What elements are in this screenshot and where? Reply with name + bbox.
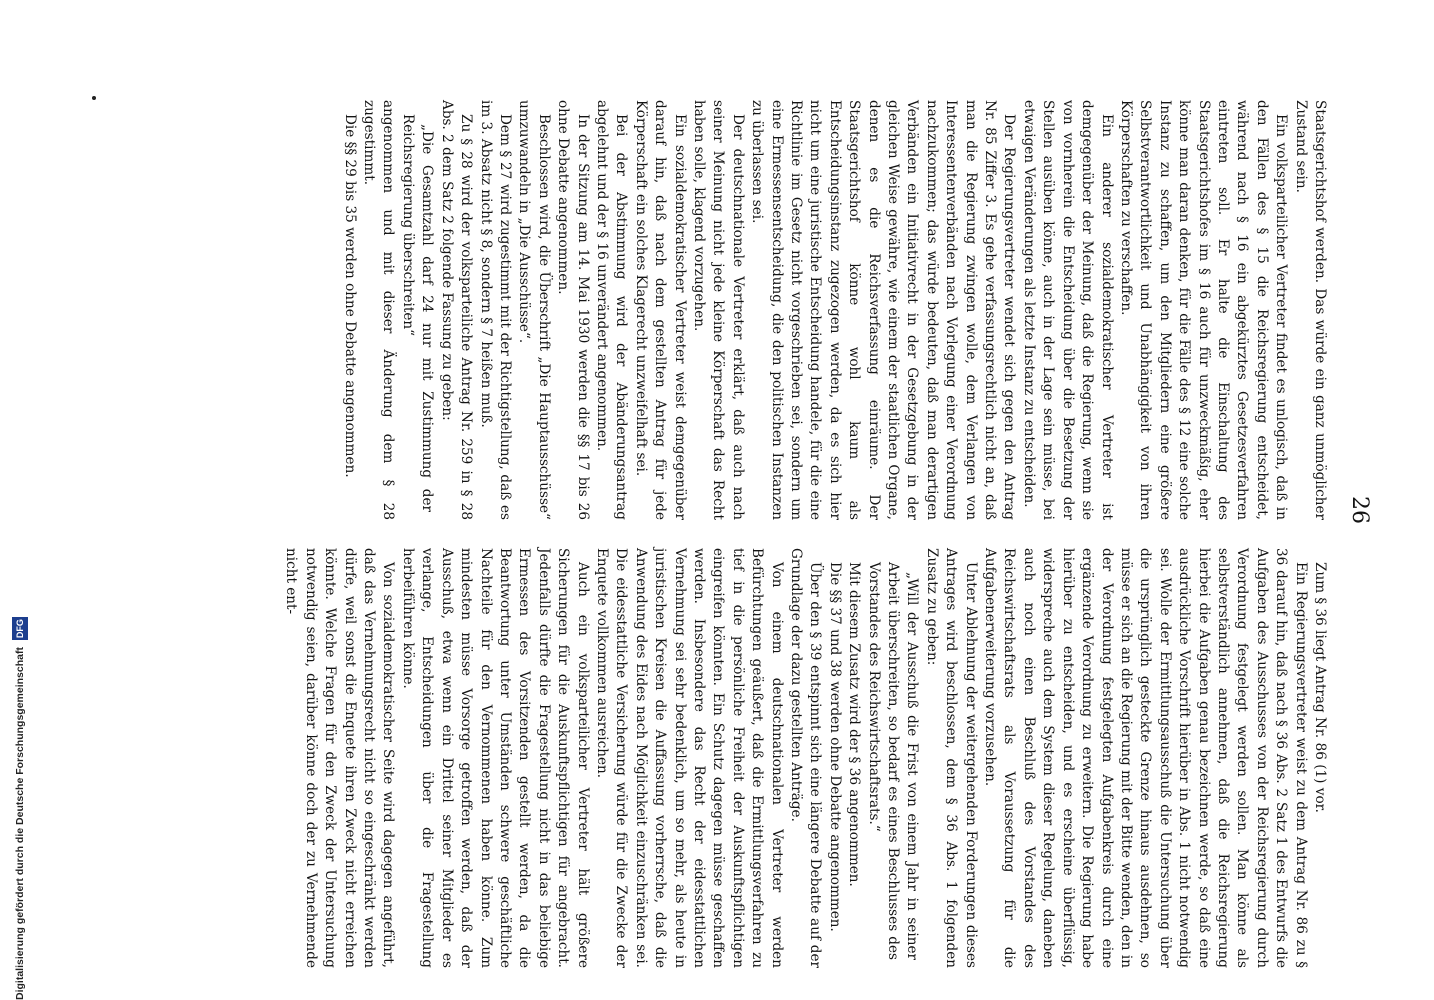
paragraph: Mit diesem Zusatz wird der § 36 angenommen. [846,562,863,887]
paragraph: angenommen und mit dieser Änderung dem § 28 zugestimmt. [361,100,397,520]
paragraph: Der Regierungsvertreter wendet sich gegen den Antrag Nr. 85 Ziffer 3. Es gehe verfassungsrechtlich nicht an, daß man die Regierung zwingen wolle, dem Verlangen von Interessentenverbänden nach Vorlegung einer Verordnung nachzukommen; das würde bedeuten, daß man derartigen Verbänden ein Initiativrecht in der Gesetzgebung in der gleichen Weise gewähre, wie einem der staatlichen Organe, denen es die Reichsverfassung einräume. Der Staatsgerichtshof könne wohl kaum als Entscheidungsinstanz zugezogen werden, da es sich hier nicht um eine juristische Entscheidung handele, für die eine Richtlinie im Gesetz nicht vorgeschrieben sei, sondern um eine Ermessensentscheidung, die den politischen Instanzen zu überlassen sei. [749,100,1018,520]
paragraph: Bei der Abstimmung wird der Abänderungsantrag abgelehnt und der § 16 unverändert angenommen. [593,100,630,520]
digitization-footer [10,0,30,1000]
paragraph: Ein volksparteilicher Vertreter findet es unlogisch, daß in den Fällen des § 15 die Reichsregierung entscheidet, während nach § 16 ein abgekürztes Gesetzesverfahren eintreten soll. Er halte die Einschaltung des Staatsgerichtshofes im § 16 auch für unzweckmäßig, eher könne man daran denken, für die Fälle des § 12 eine solche Instanz zu schaffen, um den Mitgliedern eine größere Selbstverantwortlichkeit und Unabhängigkeit von ihren Körperschaften zu verschaffen. [1117,100,1290,520]
right-text-column [281,548,1329,968]
page-number: 26 [1347,496,1372,524]
quoted-amendment: „Will der Ausschuß die Frist von einem Jahr in seiner Arbeit überschreiten, so bedarf es eines Beschlusses des Vorstandes des Reichswirtschaftsrats.“ [865,562,921,960]
paragraph: Auch ein volksparteilicher Vertreter hält größere Sicherungen für die Auskunftspflichtigen für angebracht. Jedenfalls dürfte die Fragestellung nicht in das beliebige Ermessen des Vorsitzenden gestellt werden, da die Beantwortung unter Umständen schwere geschäftliche Nachteile für den Vernommenen haben könne. Zum mindesten müsse Vorsorge getroffen werden, daß der Ausschuß, etwa wenn ein Drittel seiner Mitglieder es verlange, Entscheidungen über die Fragestellung herbeiführen könne. [399,548,591,968]
paragraph: Staatsgerichtshof werden. Das würde ein ganz unmöglicher Zustand sein. [1292,100,1328,520]
paragraph: Unter Ablehnung der weitergehenden Forderungen dieses Antrages wird beschlossen, dem § 36 Abs. 1 folgenden Zusatz zu geben: [923,548,979,968]
paragraph: Zum § 36 liegt Antrag Nr. 86 (1) vor. [1312,562,1328,813]
dfg-logo: DFG [12,617,28,640]
paragraph: Von einem deutschnationalen Vertreter werden Befürchtungen geäußert, daß die Ermittlungsverfahren zu tief in die persönliche Freiheit der Auskunftspflichtigen eingreifen könnten. Ein Schutz dagegen müsse geschaffen werden. Insbesondere das Recht der eidesstattlichen Vernehmung sei sehr bedenklich, um so mehr, als heute in juristischen Kreisen die Auffassung vorherrsche, daß die Anwendung des Eides nach Möglichkeit einzuschränken sei. Die eidesstattliche Versicherung würde für die Zwecke der Enquete vollkommen ausreichen. [593,548,785,968]
paragraph: Ein sozialdemokratischer Vertreter weist demgegenüber darauf hin, daß nach dem gestellten Antrag für jede Körperschaft ein solches Klagerecht unzweifelhaft sei. [632,100,688,520]
paragraph: In der Sitzung am 14. Mai 1930 werden die §§ 17 bis 26 ohne Debatte angenommen. [555,100,591,520]
paragraph: Zu § 28 wird der volksparteiliche Antrag Nr. 259 in § 28 Abs. 2 dem Satz 2 folgende Fassung zu geben: [438,100,475,520]
quoted-amendment: „Die Gesamtzahl darf 24 nur mit Zustimmung der Reichsregierung überschreiten“ [399,114,436,512]
stray-dot [92,96,96,100]
paragraph: Ein Regierungsvertreter weist zu dem Antrag Nr. 86 zu § 36 darauf hin, daß nach § 36 Abs. 2 Satz 1 des Entwurfs die Aufgaben des Ausschusses von der Reichsregierung durch Verordnung festgelegt werden sollen. Man könne als selbstverständlich annehmen, daß die Reichsregierung hierbei die Aufgaben genau bezeichnen werde, so daß eine ausdrückliche Vorschrift hierüber in Abs. 1 nicht notwendig sei. Wolle der Ermittlungsausschuß die Untersuchung über die ursprünglich gesteckte Grenze hinaus ausdehnen, so müsse er sich an die Regierung mit der Bitte wenden, den in der Verordnung festgelegten Aufgabenkreis durch eine ergänzende Verordnung zu erweitern. Die Regierung habe hierüber zu entscheiden, und es erscheine überflüssig, widerspreche auch dem System dieser Regelung, daneben auch noch einen Beschluß des Vorstandes des Reichswirtschaftsrats als Voraussetzung für die Aufgabenerweiterung vorzusehen. [982,548,1309,968]
digitization-note-text: Digitalisierung gefördert durch die Deutsche Forschungsgemeinschaft [14,647,26,1000]
paragraph: Die §§ 29 bis 35 werden ohne Debatte angenommen. [341,114,358,478]
left-text-column [339,100,1329,520]
paragraph: Der deutschnationale Vertreter erklärt, daß auch nach seiner Meinung nicht jede kleine Körperschaft das Recht haben solle, klagend vorzugehen. [691,100,746,520]
paragraph: Dem § 27 wird zugestimmt mit der Richtigstellung, daß es im 3. Absatz nicht § 8, sondern § 7 heißen muß. [477,100,513,520]
paragraph: Beschlossen wird, die Überschrift „Die Hauptausschüsse“ umzuwandeln in „Die Ausschüsse“. [516,100,552,520]
paragraph: Ein anderer sozialdemokratischer Vertreter ist demgegenüber der Meinung, daß die Regierung, wenn sie von vornherein die Entscheidung über die Besetzung der Stellen ausüben könne, auch in der Lage sein müsse, bei etwaigen Veränderungen als letzte Instanz zu entscheiden. [1020,100,1115,520]
paragraph: Die §§ 37 und 38 werden ohne Debatte angenommen. [826,562,843,932]
paragraph: Über den § 39 entspinnt sich eine längere Debatte auf der Grundlage der dazu gestellten Anträge. [788,548,824,968]
paragraph: Von sozialdemokratischer Seite wird dagegen angeführt, daß das Vernehmungsrecht nicht so eingeschränkt werden dürfe, weil sonst die Enquete ihren Zweck nicht erreichen könnte. Welche Fragen für den Zweck der Untersuchung notwendig seien, darüber könne doch der zu Vernehmende nicht ent- [283,548,397,968]
digitization-note [12,617,28,1000]
